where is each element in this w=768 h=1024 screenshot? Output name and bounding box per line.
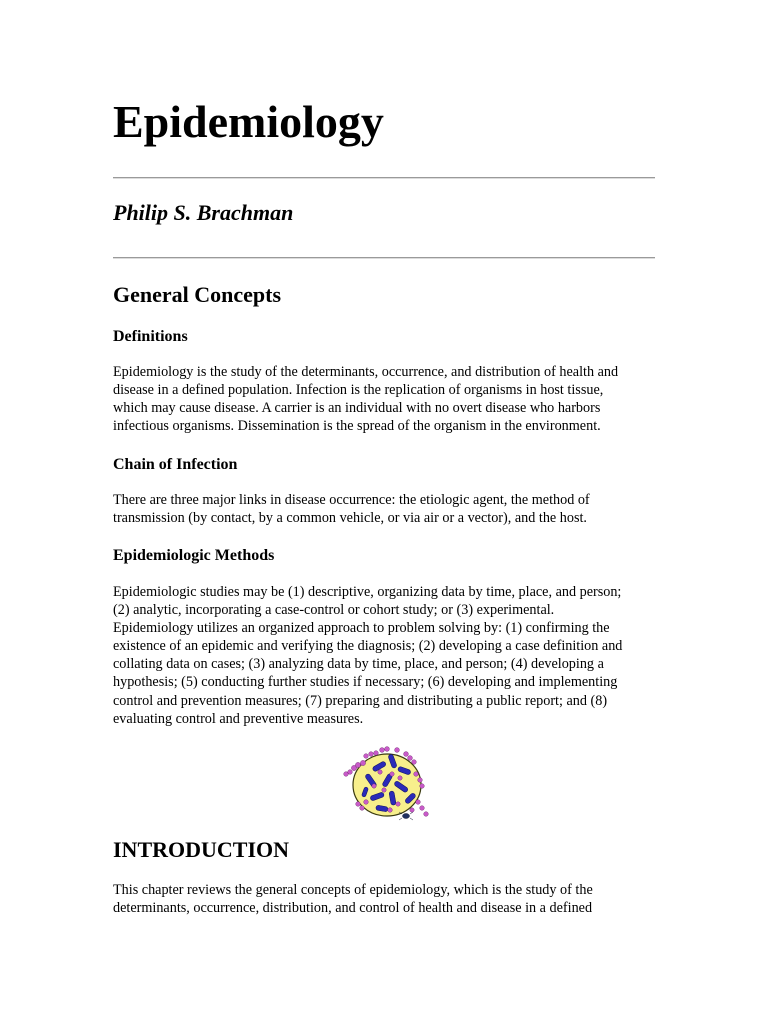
text-line: disease in a defined population. Infection is the replication of organisms in host tissue, [113,382,604,399]
text-line: which may cause disease. A carrier is an individual with no overt disease who harbors [113,400,601,417]
author-name: Philip S. Brachman [113,200,294,225]
paragraph-definitions [113,363,658,435]
divider [113,257,655,259]
text-line: hypothesis; (5) conducting further studies if necessary; (6) developing and implementing [113,674,618,691]
page-title: Epidemiology [113,96,384,147]
text-line: Epidemiologic studies may be (1) descriptive, organizing data by time, place, and person; [113,584,622,600]
text-line: This chapter reviews the general concepts of epidemiology, which is the study of the [113,882,593,898]
subheading-chain-of-infection: Chain of Infection [113,456,238,473]
paragraph-chain-of-infection [113,491,658,527]
text-line: control and prevention measures; (7) preparing and distributing a public report; and (8) [113,692,608,709]
text-line: evaluating control and preventive measures. [113,710,364,727]
subheading-definitions: Definitions [113,328,188,345]
text-line: collating data on cases; (3) analyzing data by time, place, and person; (4) developing a [113,656,604,673]
section-heading-general-concepts: General Concepts [113,282,282,307]
text-line: There are three major links in disease occurrence: the etiologic agent, the method of [113,492,590,508]
text-line: existence of an epidemic and verifying the diagnosis; (2) developing a case definition and [113,638,623,655]
text-line: Epidemiology utilizes an organized approach to problem solving by: (1) confirming the [113,620,610,637]
text-line: infectious organisms. Dissemination is the spread of the organism in the environment. [113,418,601,435]
text-line: (2) analytic, incorporating a case-control or cohort study; or (3) experimental. [113,602,555,619]
text-line: determinants, occurrence, distribution, and control of health and disease in a defined [113,900,593,917]
text-line: Epidemiology is the study of the determinants, occurrence, and distribution of health and [113,364,619,380]
divider [113,177,655,179]
section-heading-introduction: INTRODUCTION [113,837,290,862]
paragraph-epidemiologic-methods [113,583,658,728]
text-line: transmission (by contact, by a common vehicle, or via air or a vector), and the host. [113,510,587,527]
subheading-epidemiologic-methods: Epidemiologic Methods [113,547,275,564]
microbes-in-circle-icon [336,744,436,822]
paragraph-introduction [113,881,658,917]
